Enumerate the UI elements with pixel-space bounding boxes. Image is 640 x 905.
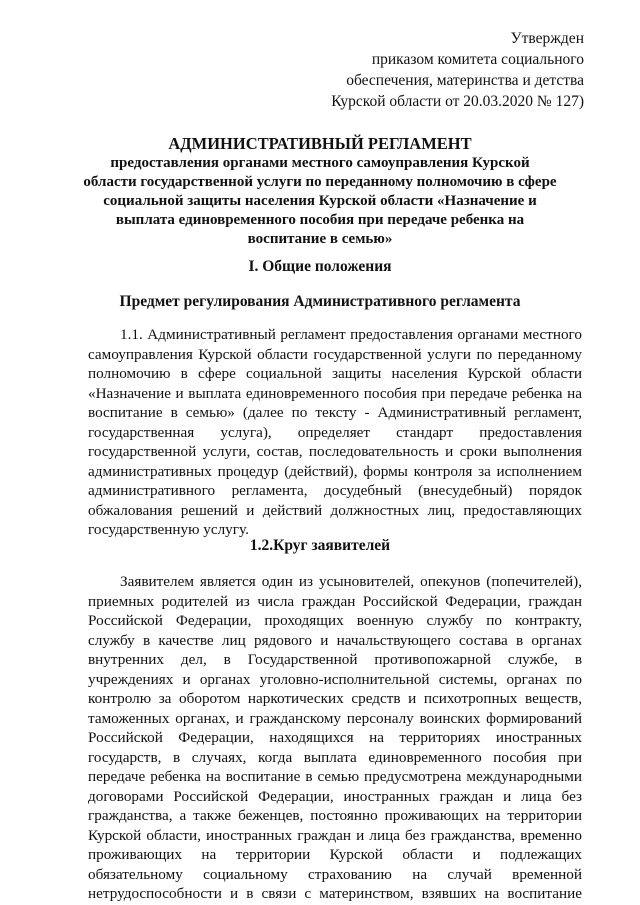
- subtitle-line: выплата единовременного пособия при передаче ребенка на: [115, 212, 525, 228]
- paragraph-line: службу в качестве лиц рядового и начальствующего состава в органах: [88, 631, 582, 649]
- paragraph-line: государств, в случаях, когда выплата единовременного пособия при: [88, 748, 582, 766]
- paragraph-line: приемных родителей из числа граждан Российской Федерации, граждан: [88, 592, 582, 610]
- document-subtitle: [78, 154, 562, 249]
- paragraph-line: обязательному социальному страхованию на случай временной: [88, 865, 582, 883]
- paragraph-line: государственной услуги, состав, последовательность и сроки выполнения: [88, 443, 582, 460]
- approval-line: обеспечения, материнства и детства: [346, 72, 584, 89]
- paragraph-line: передаче ребенка на воспитание в семью предусмотрена международными: [88, 768, 582, 785]
- subtitle-line: социальной защиты населения Курской области «Назначение и: [103, 193, 537, 209]
- paragraph-line: полномочию в сфере социальной защиты населения Курской области: [88, 365, 582, 382]
- subsection-heading-subject: Предмет регулирования Административного регламента: [119, 293, 521, 310]
- paragraph-line: Курской области, иностранных граждан и лица без гражданства, временно: [88, 826, 582, 844]
- paragraph-line: административных процедур (действий), формы контроля за исполнением: [88, 462, 582, 480]
- paragraph-line: «Назначение и выплата единовременного пособия при передаче ребенка на: [88, 384, 582, 402]
- subtitle-line: воспитание в семью»: [247, 231, 393, 247]
- paragraph-line: контролю за оборотом наркотических средств и психотропных веществ,: [88, 690, 582, 707]
- paragraph-line: таможенных органах, и гражданскому персоналу воинских формирований: [88, 709, 582, 727]
- paragraph-line: самоуправления Курской области государственной услуги по переданному: [88, 345, 582, 363]
- subtitle-line: предоставления органами местного самоуправления Курской: [110, 155, 530, 171]
- paragraph-line: договорами Российской Федерации, иностранных граждан и лица без: [88, 787, 582, 805]
- document-title: АДМИНИСТРАТИВНЫЙ РЕГЛАМЕНТ: [168, 134, 472, 153]
- paragraph-line: внутренних дел, в Государственной противопожарной службе, в: [88, 651, 582, 668]
- paragraph-line: учреждениях и органах уголовно-исполнительной системы, органах по: [88, 670, 582, 688]
- paragraph-line: проживающих на территории Курской области и подлежащих: [88, 846, 582, 863]
- paragraph-line: 1.1. Административный регламент предоставления органами местного: [120, 326, 582, 343]
- subtitle-line: области государственной услуги по переданному полномочию в сфере: [83, 174, 557, 190]
- paragraph-line: воспитание в семью» (далее по тексту - Административный регламент,: [88, 404, 582, 421]
- paragraph-line: административного регламента, досудебный (внесудебный) порядок: [88, 482, 582, 499]
- subsection-heading-applicants: 1.2.Круг заявителей: [249, 537, 391, 554]
- paragraph-1-2: [88, 572, 582, 904]
- paragraph-line: Российской Федерации, проходящих военную службу по контракту,: [88, 612, 582, 629]
- approval-stamp: [331, 28, 584, 112]
- paragraph-line: нетрудоспособности и в связи с материнством, взявших на воспитание: [88, 885, 582, 902]
- paragraph-1-1: [88, 325, 582, 540]
- approval-line: приказом комитета социального: [371, 51, 584, 68]
- paragraph-line: Заявителем является один из усыновителей, опекунов (попечителей),: [120, 573, 582, 590]
- section-heading-general: I. Общие положения: [248, 258, 392, 275]
- paragraph-line: Российской Федерации, находящихся на территориях иностранных: [88, 729, 582, 746]
- paragraph-line: обжалования решений и действий должностных лиц, предоставляющих: [88, 501, 582, 519]
- approval-line: Курской области от 20.03.2020 № 127): [331, 93, 584, 110]
- approval-line: Утвержден: [510, 30, 584, 47]
- paragraph-line: государственная услуга), определяет стандарт предоставления: [88, 423, 582, 441]
- paragraph-line: государственную услугу.: [88, 521, 249, 538]
- paragraph-line: гражданства, а также беженцев, постоянно проживающих на территории: [88, 807, 582, 824]
